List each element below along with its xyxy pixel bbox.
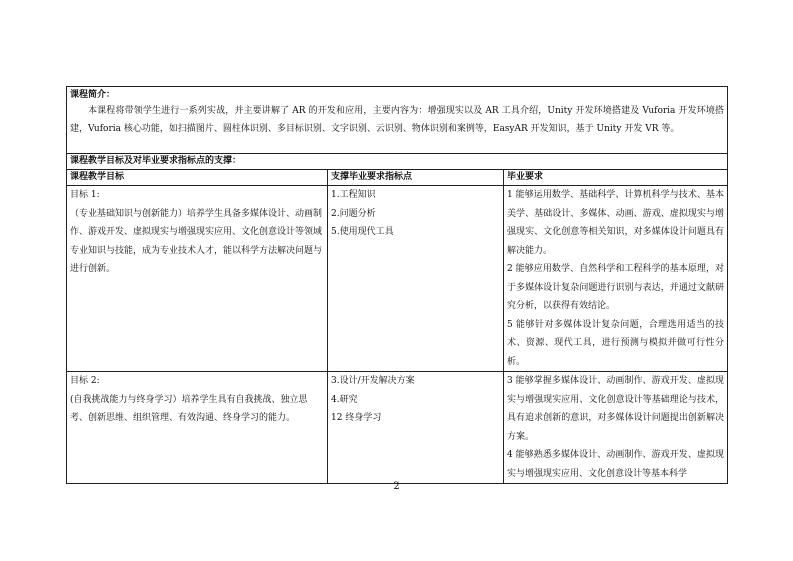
goal-text: (自我挑战能力与终身学习）培养学生具有自我挑战、独立思考、创新思维、组织管理、有效沟通、终身学习的能力。 xyxy=(70,394,308,423)
table-row xyxy=(67,372,728,484)
requirement-item: 3 能够掌握多媒体设计、动画制作、游戏开发、虚拟现实与增强现实应用、文化创意设计等基础理论与技术，具有追求创新的意识，对多媒体设计问题提出创新解决方案。 xyxy=(507,376,725,442)
indicator-item: 4.研究 xyxy=(331,394,358,405)
page-number: 2 xyxy=(393,481,400,492)
requirement-cell xyxy=(504,372,728,484)
goal-title: 目标 2: xyxy=(70,376,100,386)
indicator-item: 12 终身学习 xyxy=(331,413,382,423)
header-row xyxy=(67,170,728,186)
indicator-cell xyxy=(328,186,504,372)
intro-title: 课程简介： xyxy=(70,90,116,100)
goal-title: 目标 1: xyxy=(70,190,100,200)
requirement-cell xyxy=(504,186,728,372)
requirement-item: 1 能够运用数学、基础科学、计算机科学与技术、基本美学、基础设计、多媒体、动画、游戏、虚拟现实与增强现实、文化创意等相关知识，对多媒体设计问题具有解决能力。 xyxy=(507,190,725,256)
requirement-item: 4 能够熟悉多媒体设计、动画制作、游戏开发、虚拟现实与增强现实应用、文化创意设计等基本科学 xyxy=(507,450,725,479)
goal-cell xyxy=(67,372,328,484)
indicator-item: 5.使用现代工具 xyxy=(331,227,394,237)
goal-cell xyxy=(67,186,328,372)
table-row xyxy=(67,186,728,372)
requirement-item: 2 能够应用数学、自然科学和工程科学的基本原理，对于多媒体设计复杂问题进行识别与表达，并通过文献研究分析，以获得有效结论。 xyxy=(507,264,725,311)
section-row xyxy=(67,154,728,170)
intro-row xyxy=(67,87,728,154)
requirement-item: 5 能够针对多媒体设计复杂问题，合理选用适当的技术、资源、现代工具，进行预测与模拟并做可行性分析。 xyxy=(507,319,725,367)
course-table xyxy=(66,86,728,484)
header-requirement: 毕业要求 xyxy=(504,170,728,186)
section-title: 课程教学目标及对毕业要求指标点的支撑： xyxy=(67,154,728,170)
indicator-item: 3.设计/开发解决方案 xyxy=(331,376,415,386)
indicator-cell xyxy=(328,372,504,484)
header-goal: 课程教学目标 xyxy=(67,170,328,186)
header-indicator: 支撑毕业要求指标点 xyxy=(328,170,504,186)
indicator-item: 2.问题分析 xyxy=(331,208,376,219)
indicator-item: 1.工程知识 xyxy=(331,190,376,200)
goal-text: （专业基础知识与创新能力）培养学生具备多媒体设计、动画制作、游戏开发、虚拟现实与增强现实应用、文化创意设计等领域专业知识与技能，成为专业技术人才，能以科学方法解决问题与进行创新。 xyxy=(70,208,323,274)
intro-body: 本课程将带领学生进行一系列实战，并主要讲解了 AR 的开发和应用，主要内容为：增强现实以及 AR 工具介绍，Unity 开发环境搭建及 Vuforia 开发环境搭建，Vuforia 核心功能，如扫描图片、圆柱体识别、多目标识别、文字识别、云识别、物体识别和案例等，EasyAR 开发知识，基于 Unity 开发 VR 等。 xyxy=(70,106,725,134)
intro-cell xyxy=(67,87,728,154)
